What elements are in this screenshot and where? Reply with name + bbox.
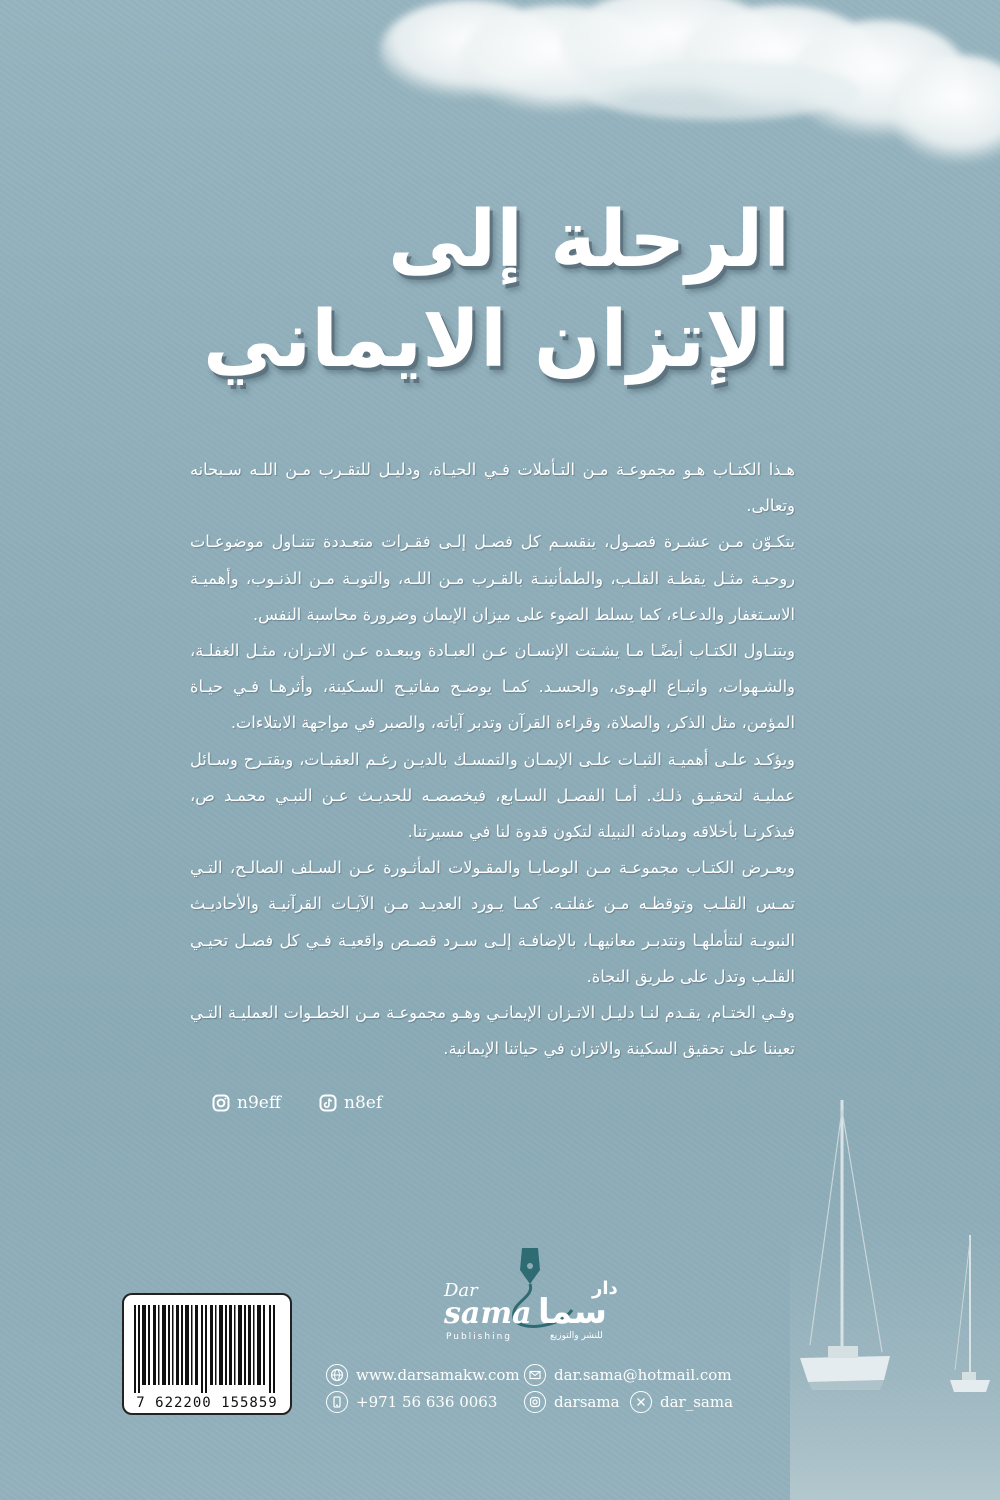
instagram-text: darsama [554,1393,620,1411]
synopsis-text [190,452,795,1067]
synopsis-paragraph-2: يتكـوّن مـن عشـرة فصـول، ينقسـم كل فصـل إلـى فقـرات متعـددة تتنـاول موضوعـات روحيـة مثـل يقظـة القلـب، والطمأنينـة بالقـرب مـن اللـه، والتوبـة مـن الذنـوب، وأهميـة الاسـتغفار والدعـاء، كما يسلط الضوء على ميزان الإيمان وضرورة محاسبة النفس. [190,532,795,624]
barcode-bars [124,1301,290,1397]
logo-publishing-en: Publishing [446,1332,512,1342]
tiktok-icon [318,1093,338,1113]
instagram-handle: n9eff [237,1093,281,1113]
barcode-number: 7 622200 155859 [136,1395,278,1411]
x-text: dar_sama [660,1393,734,1411]
logo-dar-en: Dar [444,1280,478,1301]
logo-name-en: sama [444,1296,532,1331]
contact-x[interactable] [630,1391,733,1413]
phone-icon [326,1391,348,1413]
instagram-icon [211,1093,231,1113]
globe-icon [326,1364,348,1386]
publisher-logo [440,1240,640,1340]
contact-instagram[interactable] [524,1391,620,1413]
cloud-illustration [360,0,1000,170]
author-instagram [211,1093,281,1113]
logo-dar-ar: دار [592,1278,618,1299]
title-line-2: الإتزان الايماني [203,295,790,385]
instagram-icon [524,1391,546,1413]
x-icon [630,1391,652,1413]
logo-publishing-ar: للنشر والتوزيع [550,1331,603,1341]
synopsis-paragraph-5: ويعـرض الكتـاب مجموعـة مـن الوصايـا والمقـولات المأثـورة عـن السـلف الصالـح، التـي تمـس القلـب وتوقظـه مـن غفلتـه. كمـا يـورد العديـد مـن الآيـات القرآنيـة والأحاديـث النبويـة لنتأملهـا ونتدبـر معانيهـا، بالإضافـة إلـى سـرد قصـص واقعيـة فـي كل فصـل تحيـي القلـب وتدل على طريق النجاة. [190,858,795,986]
synopsis-paragraph-1: هـذا الكتـاب هـو مجموعـة مـن التـأملات فـي الحيـاة، ودليـل للتقـرب مـن اللـه سـبحانه وتعالى. [190,460,795,516]
synopsis-paragraph-6: وفـي الختـام، يقـدم لنـا دليـل الاتـزان الإيمانـي وهـو مجموعـة مـن الخطـوات العمليـة التـي تعيننا على تحقيق السكينة والاتزان في حياتنا الإيمانية. [190,1003,795,1059]
synopsis-paragraph-3: ويتنـاول الكتـاب أيضًـا مـا يشـتت الإنسـان عـن العبـادة ويبعـده عـن الاتـزان، مثـل الغفلـة، والشـهوات، واتبـاع الهـوى، والحسـد. كمـا يوضـح مفاتيـح السـكينة، وأثرهـا فـي حيـاة المؤمن، مثل الذكر، والصلاة، وقراءة القرآن وتدبر آياته، والصبر في مواجهة الابتلاءات. [190,641,795,733]
contact-email[interactable] [524,1364,732,1386]
website-text: www.darsamakw.com [356,1366,520,1384]
phone-text: +971 56 636 0063 [356,1393,498,1411]
book-title [190,190,790,390]
author-tiktok [318,1093,382,1113]
email-text: dar.sama@hotmail.com [554,1366,732,1384]
isbn-barcode [122,1293,292,1415]
logo-name-ar: سما [538,1292,607,1332]
synopsis-paragraph-4: ويؤكـد علـى أهميـة الثبـات علـى الإيمـان والتمسـك بالديـن رغـم العقبـات، ويقتـرح وسـائل عمليـة لتحقيـق ذلـك. أمـا الفصـل السـابع، فيخصصـه للحديـث عـن النبـي محمـد ص، فيذكرنـا بأخلاقه ومبادئه النبيلة لتكون قدوة لنا في مسيرتنا. [190,749,795,842]
contact-website[interactable] [326,1364,520,1386]
title-line-1: الرحلة إلى [388,195,790,285]
sailboats-illustration [790,1090,1000,1500]
contact-phone[interactable] [326,1391,497,1413]
email-icon [524,1364,546,1386]
tiktok-handle: n8ef [344,1093,383,1113]
